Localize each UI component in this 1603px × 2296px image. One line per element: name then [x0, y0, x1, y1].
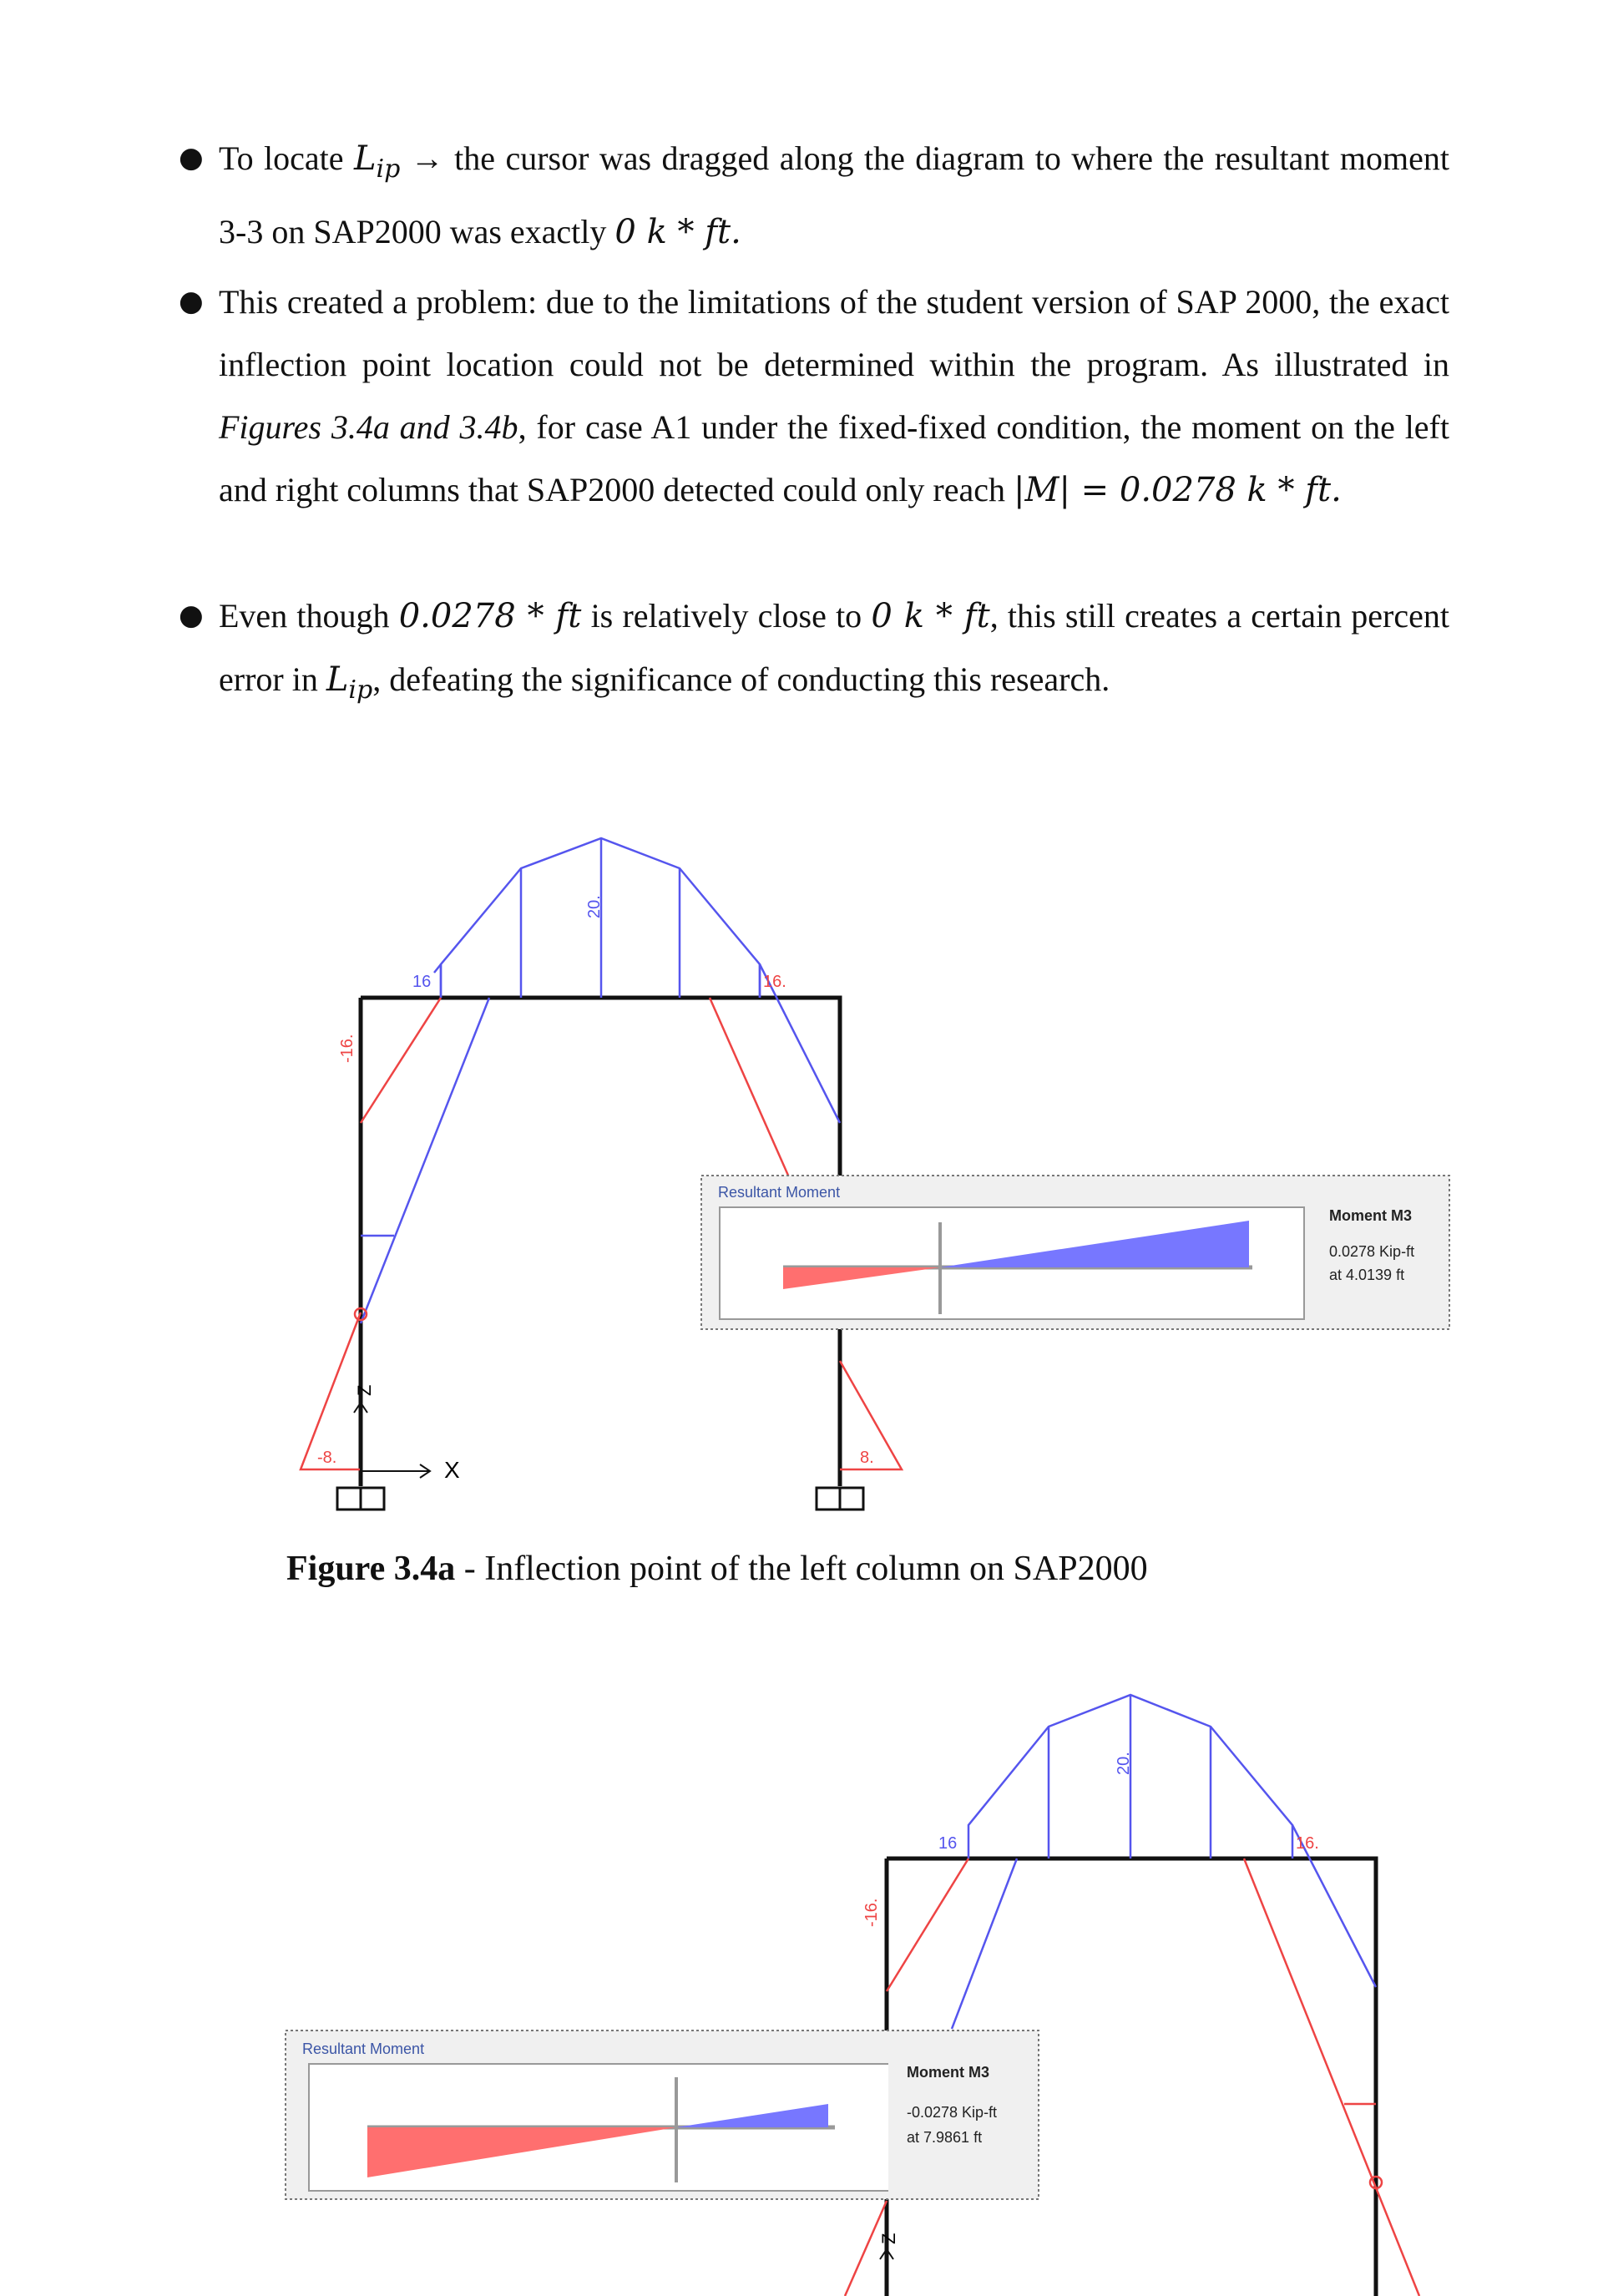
figure-3-4a-caption [286, 1549, 1148, 1589]
math-value: 0 k * ft [871, 597, 990, 635]
fig-a-left-base-label: -8. [317, 1449, 337, 1467]
fig-b-right-beam-label: 16. [1296, 1834, 1319, 1853]
math-symbol: L [326, 660, 349, 699]
bullet-text: → the cursor was dragged along the diagram to where the resultant moment 3-3 on SAP2000 was exactly [219, 139, 1449, 250]
math-value: 0 k * ft. [614, 213, 741, 251]
bullet-dot-icon: ● [179, 599, 204, 632]
figure-b-axes [880, 2249, 893, 2296]
math-value: |M| = 0.0278 k * ft. [1014, 471, 1342, 509]
fig-b-left-col-label: -16. [862, 1898, 881, 1927]
math-symbol: L [353, 139, 377, 178]
z-axis-label: Z [354, 1384, 375, 1396]
fig-b-left-beam-label: 16 [938, 1834, 958, 1853]
bullet-text: , this still creates a certain percent error in [219, 597, 1449, 698]
fig-a-widget-heading: Moment M3 [1329, 1207, 1412, 1224]
figure-a-axes [354, 1403, 430, 1478]
fig-a-widget-location: at 4.0139 ft [1329, 1267, 1405, 1283]
fig-a-widget-value: 0.0278 Kip-ft [1329, 1243, 1415, 1260]
fig-a-top-moment-label: 20. [585, 895, 604, 918]
fig-a-right-base-label: 8. [860, 1449, 874, 1467]
bullet-text: , for case A1 under the fixed-fixed condition, the moment on the left and right columns that SAP2000 detected could only reach [219, 408, 1449, 508]
x-axis-label: X [444, 1457, 460, 1483]
bullet-text: , defeating the significance of conducting this research. [372, 660, 1110, 698]
bullet-text: This created a problem: due to the limitations of the student version of SAP 2000, the exact inflection point location could not be determined within the program. As illustrated in [219, 283, 1449, 383]
fig-b-widget-heading: Moment M3 [907, 2064, 989, 2081]
fig-b-widget-value: -0.0278 Kip-ft [907, 2104, 998, 2121]
math-value: 0.0278 * ft [398, 597, 582, 635]
bullet-text: is relatively close to [581, 597, 872, 635]
figure-b-positive-moment [952, 1695, 1376, 2029]
fig-b-widget-location: at 7.9861 ft [907, 2129, 983, 2146]
bullet-dot-icon: ● [179, 141, 204, 174]
math-subscript: ip [376, 154, 401, 184]
fig-a-widget-title: Resultant Moment [718, 1184, 841, 1201]
fig-b-widget-title: Resultant Moment [302, 2041, 425, 2057]
fig-a-left-beam-label: 16 [412, 973, 432, 991]
bullet-text: To locate [219, 139, 354, 177]
caption-text: - Inflection point of the left column on SAP2000 [455, 1550, 1148, 1588]
bullet-text: Even though [219, 597, 399, 635]
fig-b-z-axis-label: Z [878, 2233, 899, 2244]
bullet-dot-icon: ● [179, 285, 204, 318]
figure-reference: Figures 3.4a and 3.4b [219, 408, 518, 446]
math-subscript: ip [348, 675, 373, 705]
fig-a-right-beam-label: 16. [763, 973, 786, 991]
caption-figure-number: Figure 3.4a [286, 1550, 456, 1588]
fig-b-top-moment-label: 20. [1115, 1752, 1133, 1775]
fig-a-left-col-label: -16. [338, 1034, 357, 1063]
